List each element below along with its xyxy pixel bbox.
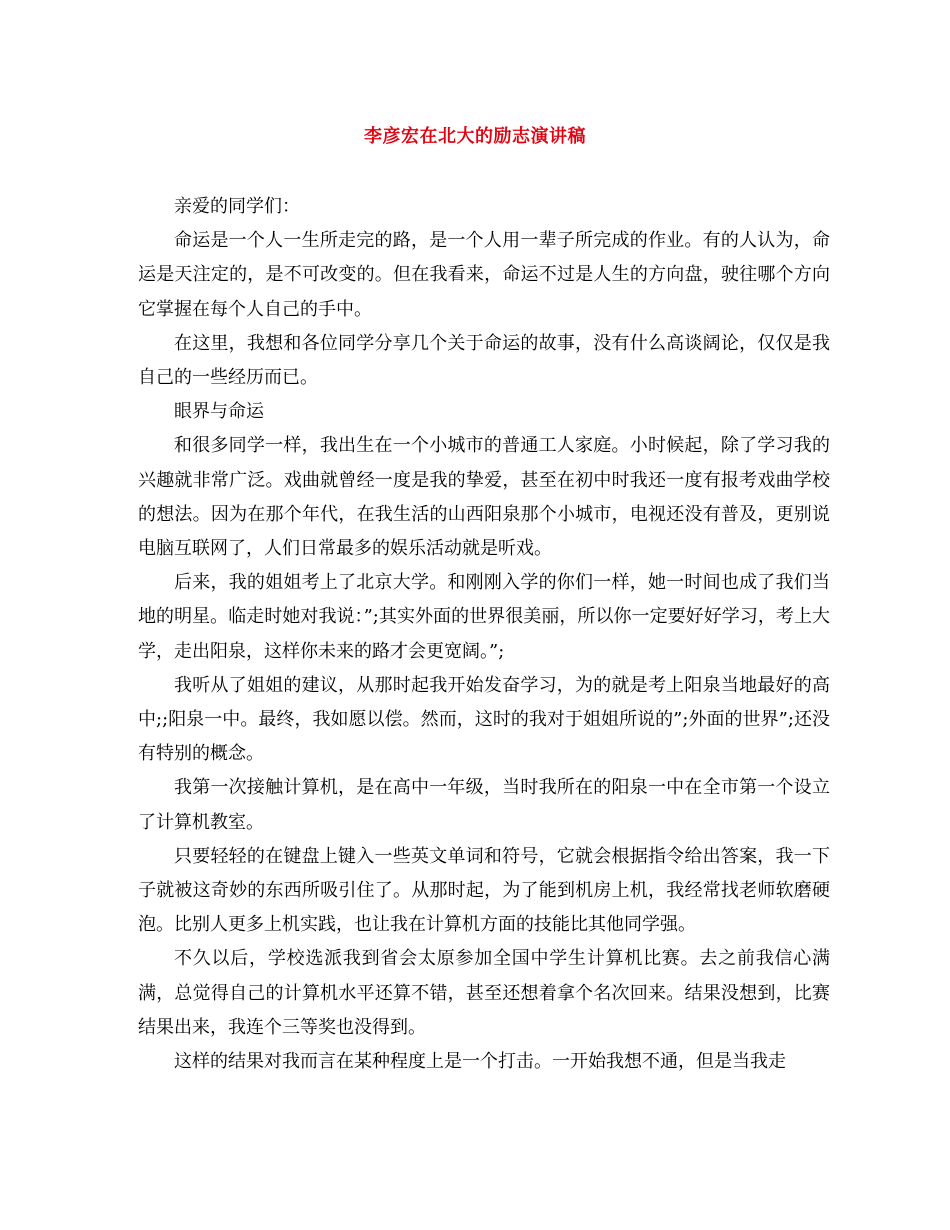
paragraph: 不久以后，学校选派我到省会太原参加全国中学生计算机比赛。去之前我信心满满，总觉得自己的计算机水平还算不错，甚至还想着拿个名次回来。结果没想到，比赛结果出来，我连个三等奖也没得到。	[138, 948, 830, 1038]
section-heading: 眼界与命运	[174, 401, 264, 423]
paragraph: 我第一次接触计算机，是在高中一年级，当时我所在的阳泉一中在全市第一个设立了计算机教室。	[138, 777, 830, 833]
paragraph: 我听从了姐姐的建议，从那时起我开始发奋学习，为的就是考上阳泉当地最好的高中;;阳泉一中。最终，我如愿以偿。然而，这时的我对于姐姐所说的”;外面的世界”;还没有特别的概念。	[138, 674, 830, 765]
paragraph: 命运是一个人一生所走完的路，是一个人用一辈子所完成的作业。有的人认为，命运是天注定的，是不可改变的。但在我看来，命运不过是人生的方向盘，驶往哪个方向它掌握在每个人自己的手中。	[138, 230, 830, 320]
paragraph: 后来，我的姐姐考上了北京大学。和刚刚入学的你们一样，她一时间也成了我们当地的明星。临走时她对我说：”;其实外面的世界很美丽，所以你一定要好好学习，考上大学，走出阳泉，这样你未来的路才会更宽阔。”;	[138, 572, 830, 662]
paragraph: 在这里，我想和各位同学分享几个关于命运的故事，没有什么高谈阔论，仅仅是我自己的一些经历而已。	[138, 332, 830, 389]
paragraph-salutation: 亲爱的同学们：	[174, 196, 300, 217]
document-body	[138, 190, 830, 1079]
paragraph: 只要轻轻的在键盘上键入一些英文单词和符号，它就会根据指令给出答案，我一下子就被这奇妙的东西所吸引住了。从那时起，为了能到机房上机，我经常找老师软磨硬泡。比别人更多上机实践，也让我在计算机方面的技能比其他同学强。	[138, 845, 830, 936]
paragraph: 和很多同学一样，我出生在一个小城市的普通工人家庭。小时候起，除了学习我的兴趣就非常广泛。戏曲就曾经一度是我的挚爱，甚至在初中时我还一度有报考戏曲学校的想法。因为在那个年代，在我生活的山西阳泉那个小城市，电视还没有普及，更别说电脑互联网了，人们日常最多的娱乐活动就是听戏。	[138, 435, 830, 560]
document-title: 李彦宏在北大的励志演讲稿	[364, 126, 586, 147]
paragraph: 这样的结果对我而言在某种程度上是一个打击。一开始我想不通，但是当我走	[174, 1051, 786, 1073]
